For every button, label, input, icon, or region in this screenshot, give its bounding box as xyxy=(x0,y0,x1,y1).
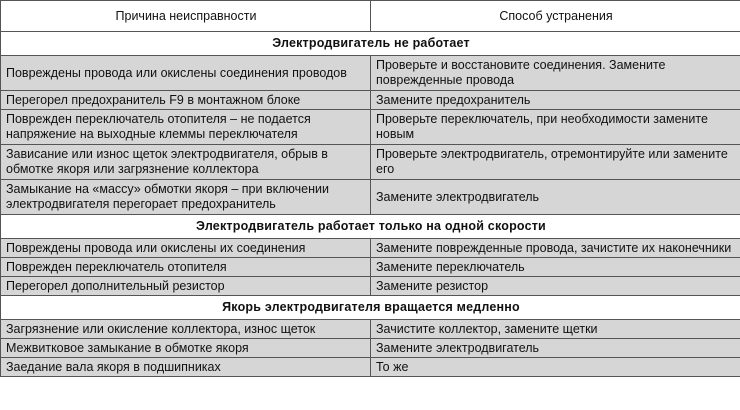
remedy-cell: Зачистите коллектор, замените щетки xyxy=(371,320,740,339)
section-row xyxy=(1,296,740,320)
cause-cell: Межвитковое замыкание в обмотке якоря xyxy=(1,339,371,358)
table-row xyxy=(1,258,740,277)
section-title: Электродвигатель не работает xyxy=(1,32,740,56)
cause-cell: Замыкание на «массу» обмотки якоря – при включении электродвигателя перегорает предохранитель xyxy=(1,180,371,215)
table-row xyxy=(1,180,740,215)
cause-cell: Зависание или износ щеток электродвигателя, обрыв в обмотке якоря или загрязнение коллектора xyxy=(1,145,371,180)
header-cause: Причина неисправности xyxy=(1,1,371,32)
remedy-cell: Замените поврежденные провода, зачистите их наконечники xyxy=(371,239,740,258)
cause-cell: Перегорел предохранитель F9 в монтажном блоке xyxy=(1,91,371,110)
cause-cell: Поврежден переключатель отопителя – не подается напряжение на выходные клеммы переключателя xyxy=(1,110,371,145)
cause-cell: Перегорел дополнительный резистор xyxy=(1,277,371,296)
table-row xyxy=(1,239,740,258)
table-row xyxy=(1,320,740,339)
cause-cell: Загрязнение или окисление коллектора, износ щеток xyxy=(1,320,371,339)
header-row xyxy=(1,1,740,32)
table-row xyxy=(1,110,740,145)
cause-cell: Повреждены провода или окислены их соединения xyxy=(1,239,371,258)
table-row xyxy=(1,277,740,296)
remedy-cell: Проверьте переключатель, при необходимости замените новым xyxy=(371,110,740,145)
remedy-cell: Замените резистор xyxy=(371,277,740,296)
table-row xyxy=(1,358,740,377)
section-row xyxy=(1,32,740,56)
table-row xyxy=(1,91,740,110)
cause-cell: Заедание вала якоря в подшипниках xyxy=(1,358,371,377)
table-row xyxy=(1,339,740,358)
remedy-cell: То же xyxy=(371,358,740,377)
remedy-cell: Замените переключатель xyxy=(371,258,740,277)
cause-cell: Повреждены провода или окислены соединения проводов xyxy=(1,56,371,91)
remedy-cell: Замените предохранитель xyxy=(371,91,740,110)
remedy-cell: Замените электродвигатель xyxy=(371,180,740,215)
section-title: Электродвигатель работает только на одной скорости xyxy=(1,215,740,239)
table-row xyxy=(1,56,740,91)
table-row xyxy=(1,145,740,180)
header-remedy: Способ устранения xyxy=(371,1,740,32)
remedy-cell: Замените электродвигатель xyxy=(371,339,740,358)
cause-cell: Поврежден переключатель отопителя xyxy=(1,258,371,277)
section-title: Якорь электродвигателя вращается медленно xyxy=(1,296,740,320)
remedy-cell: Проверьте электродвигатель, отремонтируйте или замените его xyxy=(371,145,740,180)
section-row xyxy=(1,215,740,239)
remedy-cell: Проверьте и восстановите соединения. Замените поврежденные провода xyxy=(371,56,740,91)
